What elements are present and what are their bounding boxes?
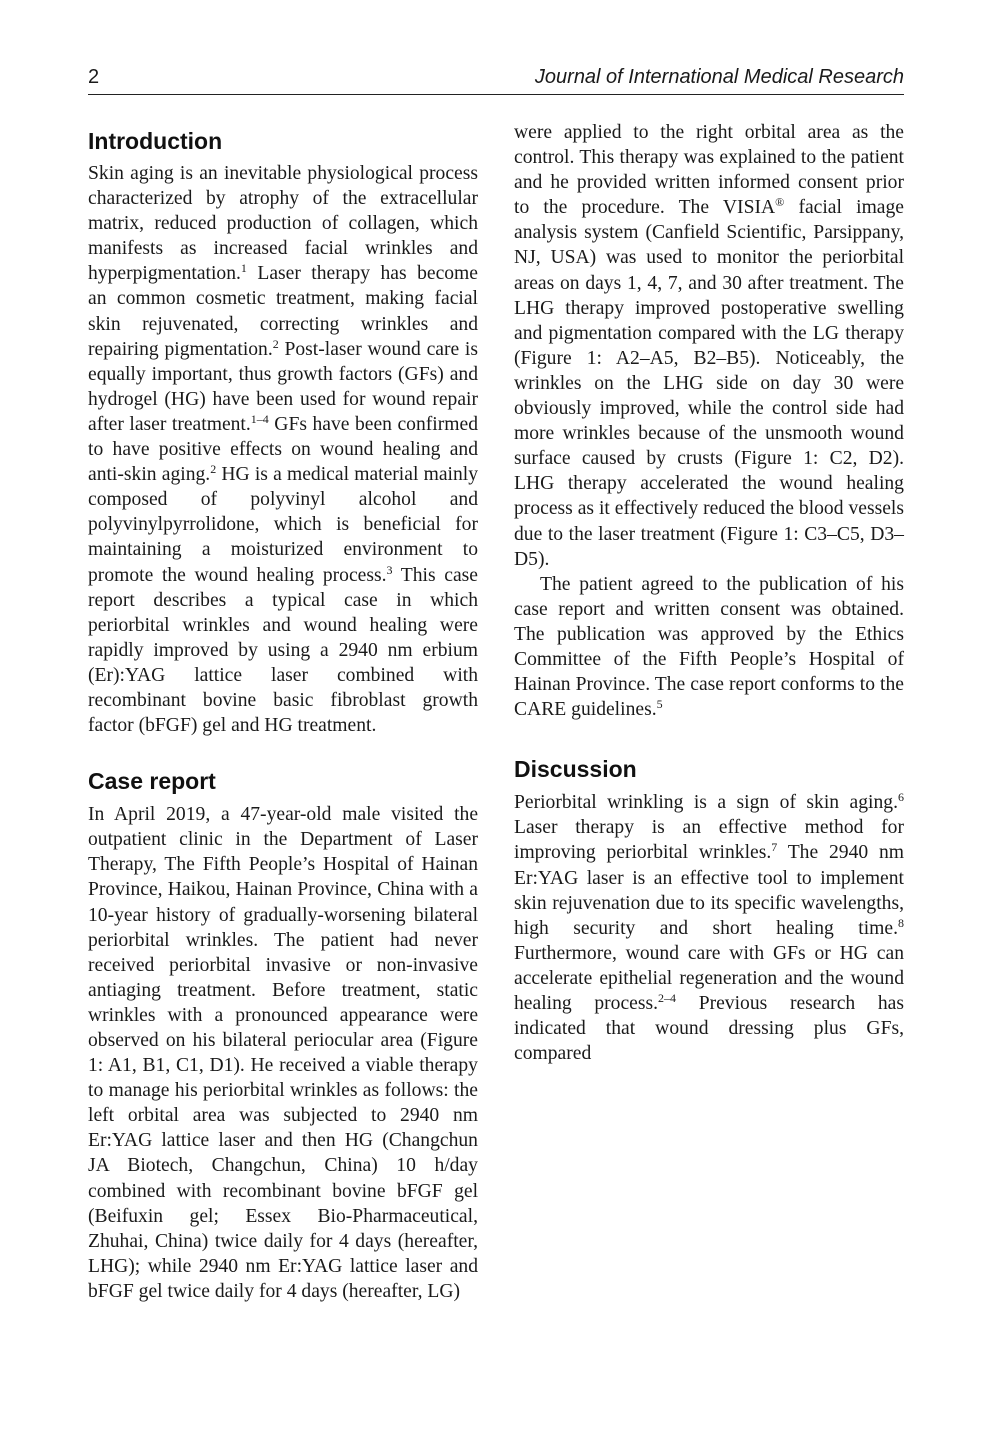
citation-superscript: 7 xyxy=(771,840,778,855)
case-report-heading: Case report xyxy=(88,768,216,795)
case-report-paragraph-continued: were applied to the right orbital area as the control. This therapy was explained to the patient and he provided written informed consent prior to the procedure. The VISIA® facial image analysis system (Canfield Scientific, Parsippany, NJ, USA) was used to monitor the periorbital areas on days 1, 4, 7, and 30 after treatment. The LHG therapy improved postoperative swelling and pigmentation compared with the LG therapy (Figure 1: A2–A5, B2–B5). Noticeably, the wrinkles on the LHG side on day 30 were obviously improved, while the control side had more wrinkles because of the unsmooth wound surface caused by crusts (Figure 1: C2, D2). LHG therapy accelerated the wound healing process as it effectively reduced the blood vessels due to the laser treatment (Figure 1: C3–C5, D3–D5). xyxy=(514,122,905,570)
introduction-paragraph: Skin aging is an inevitable physiological process characterized by atrophy of the extracellular matrix, reduced production of collagen, which manifests as increased facial wrinkles and hyperpigmentation.$^1$ Laser therapy has become an common cosmetic treatment, making facial skin rejuvenated, correcting wrinkles and repairing pigmentation.$^2$ Post-laser wound care is equally important, thus growth factors (GFs) and hydrogel (HG) have been used for wound repair after laser treatment.$^{1-4}$ GFs have been confirmed to have positive effects on wound healing and anti-skin aging.$^2$ HG is a medical material mainly composed of polyvinyl alcohol and polyvinylpyrrolidone, which is beneficial for maintaining a moisturized environment to promote the wound healing process.$^3$ This case report describes a typical case in which periorbital wrinkles and wound healing were rapidly improved by using a 2940 nm erbium (Er):YAG lattice laser combined with recombinant bovine basic fibroblast growth factor (bFGF) gel and HG treatment. xyxy=(88,163,478,737)
citation-superscript: 1–4 xyxy=(250,411,269,426)
discussion-paragraph: Periorbital wrinkling is a sign of skin aging.$^6$ Laser therapy is an effective method for improving periorbital wrinkles.$^7$ The 2940 nm Er:YAG laser is an effective tool to implement skin rejuvenation due to its specific wavelengths, high security and short healing time.$^8$ Furthermore, wound care with GFs or HG can accelerate epithelial regeneration and the wound healing process.$^{2-4}$ Previous research has indicated that wound dressing plus GFs, compared xyxy=(514,790,905,1065)
citation-superscript: 6 xyxy=(898,790,904,805)
citation-superscript: 2 xyxy=(210,462,217,477)
citation-superscript: 5 xyxy=(656,697,663,712)
citation-superscript: 2–4 xyxy=(658,991,677,1005)
journal-name: Journal of International Medical Research xyxy=(534,66,904,88)
citation-superscript: 1 xyxy=(240,261,247,276)
discussion-heading: Discussion xyxy=(514,756,637,783)
citation-superscript: 2 xyxy=(272,336,279,351)
right-column xyxy=(514,120,904,1066)
citation-superscript: ® xyxy=(775,195,785,210)
case-report-paragraph: In April 2019, a 47-year-old male visited the outpatient clinic in the Department of Laser Therapy, The Fifth People’s Hospital of Hainan Province, Haikou, Hainan Province, China with a 10-year history of gradually-worsening bilateral periorbital wrinkles. The patient had never received periorbital invasive or non-invasive antiaging treatment. Before treatment, static wrinkles with a pronounced appearance were observed on his bilateral periocular area (Figure 1: A1, B1, C1, D1). He received a viable therapy to manage his periorbital wrinkles as follows: the left orbital area was subjected to 2940 nm Er:YAG lattice laser and then HG (Changchun JA Biotech, Changchun, China) 10 h/day combined with recombinant bovine bFGF gel (Beifuxin gel; Essex Bio-Pharmaceutical, Zhuhai, China) twice daily for 4 days (hereafter, LHG); while 2940 nm Er:YAG lattice laser and bFGF gel twice daily for 4 days (hereafter, LG) xyxy=(88,804,479,1302)
citation-superscript: 3 xyxy=(386,562,393,577)
left-column xyxy=(88,120,478,1304)
page-number: 2 xyxy=(88,66,100,88)
running-header xyxy=(88,64,904,95)
citation-superscript: 8 xyxy=(898,915,904,930)
introduction-heading: Introduction xyxy=(88,128,223,154)
consent-paragraph: The patient agreed to the publication of his case report and written consent was obtained. The publication was approved by the Ethics Committee of the Fifth People’s Hospital of Hainan Province. The case report conforms to the CARE guidelines.$^5$ xyxy=(514,573,904,721)
